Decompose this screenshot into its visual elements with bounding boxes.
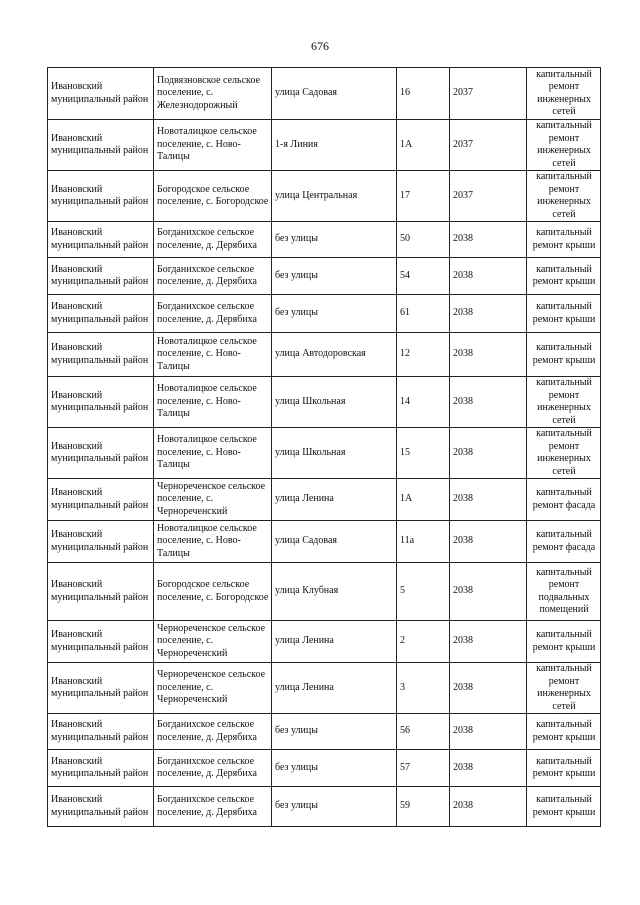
house-number-cell: 17 [397, 171, 450, 222]
street-cell: улица Ленина [272, 479, 397, 521]
house-number-cell: 15 [397, 428, 450, 479]
street-cell: улица Ленина [272, 621, 397, 663]
house-number-cell: 54 [397, 258, 450, 295]
house-number-cell: 1А [397, 479, 450, 521]
house-number-cell: 1А [397, 120, 450, 171]
street-cell: без улицы [272, 258, 397, 295]
work-type-cell: капитальный ремонт инженерных сетей [527, 377, 601, 428]
street-cell: улица Ленина [272, 663, 397, 714]
house-number-cell: 12 [397, 333, 450, 377]
district-cell: Ивановский муниципальный район [48, 295, 154, 333]
house-number-cell: 2 [397, 621, 450, 663]
work-type-cell: капитальный ремонт крыши [527, 621, 601, 663]
year-cell: 2037 [450, 171, 527, 222]
table-row [48, 714, 601, 750]
year-cell: 2038 [450, 333, 527, 377]
table-row [48, 222, 601, 258]
year-cell: 2038 [450, 377, 527, 428]
district-cell: Ивановский муниципальный район [48, 521, 154, 563]
house-number-cell: 3 [397, 663, 450, 714]
house-number-cell: 16 [397, 68, 450, 120]
table-row [48, 171, 601, 222]
work-type-cell: капитальный ремонт инженерных сетей [527, 663, 601, 714]
table-row [48, 521, 601, 563]
street-cell: без улицы [272, 714, 397, 750]
year-cell: 2038 [450, 621, 527, 663]
settlement-cell: Богданихское сельское поселение, д. Дерябиха [154, 258, 272, 295]
settlement-cell: Богородское сельское поселение, с. Богородское [154, 171, 272, 222]
settlement-cell: Богданихское сельское поселение, д. Дерябиха [154, 714, 272, 750]
settlement-cell: Новоталицкое сельское поселение, с. Ново-Талицы [154, 428, 272, 479]
work-type-cell: капитальный ремонт крыши [527, 750, 601, 787]
year-cell: 2038 [450, 295, 527, 333]
work-type-cell: капитальный ремонт крыши [527, 295, 601, 333]
house-number-cell: 61 [397, 295, 450, 333]
house-number-cell: 11а [397, 521, 450, 563]
street-cell: улица Центральная [272, 171, 397, 222]
year-cell: 2038 [450, 521, 527, 563]
district-cell: Ивановский муниципальный район [48, 68, 154, 120]
settlement-cell: Богданихское сельское поселение, д. Дерябиха [154, 750, 272, 787]
settlement-cell: Богданихское сельское поселение, д. Дерябиха [154, 787, 272, 827]
house-number-cell: 57 [397, 750, 450, 787]
work-type-cell: капитальный ремонт инженерных сетей [527, 68, 601, 120]
year-cell: 2037 [450, 68, 527, 120]
street-cell: улица Садовая [272, 68, 397, 120]
street-cell: без улицы [272, 222, 397, 258]
house-number-cell: 5 [397, 563, 450, 621]
work-type-cell: капитальный ремонт подвальных помещений [527, 563, 601, 621]
table-row [48, 120, 601, 171]
house-number-cell: 59 [397, 787, 450, 827]
district-cell: Ивановский муниципальный район [48, 333, 154, 377]
table-row [48, 295, 601, 333]
settlement-cell: Новоталицкое сельское поселение, с. Ново-Талицы [154, 120, 272, 171]
street-cell: улица Школьная [272, 377, 397, 428]
work-type-cell: капитальный ремонт крыши [527, 333, 601, 377]
table-row [48, 663, 601, 714]
work-type-cell: капитальный ремонт крыши [527, 714, 601, 750]
year-cell: 2038 [450, 714, 527, 750]
table-row [48, 750, 601, 787]
table-row [48, 68, 601, 120]
table-row [48, 479, 601, 521]
year-cell: 2038 [450, 787, 527, 827]
settlement-cell: Богородское сельское поселение, с. Богородское [154, 563, 272, 621]
table-row [48, 787, 601, 827]
street-cell: улица Школьная [272, 428, 397, 479]
house-number-cell: 50 [397, 222, 450, 258]
settlement-cell: Чернореченское сельское поселение, с. Чернореченский [154, 621, 272, 663]
register-body [48, 68, 601, 827]
table-row [48, 258, 601, 295]
work-type-cell: капитальный ремонт фасада [527, 479, 601, 521]
work-type-cell: капитальный ремонт инженерных сетей [527, 428, 601, 479]
street-cell: без улицы [272, 295, 397, 333]
district-cell: Ивановский муниципальный район [48, 258, 154, 295]
district-cell: Ивановский муниципальный район [48, 222, 154, 258]
district-cell: Ивановский муниципальный район [48, 377, 154, 428]
street-cell: улица Садовая [272, 521, 397, 563]
year-cell: 2038 [450, 479, 527, 521]
settlement-cell: Богданихское сельское поселение, д. Дерябиха [154, 295, 272, 333]
district-cell: Ивановский муниципальный район [48, 479, 154, 521]
work-type-cell: капитальный ремонт крыши [527, 787, 601, 827]
settlement-cell: Новоталицкое сельское поселение, с. Ново-Талицы [154, 521, 272, 563]
district-cell: Ивановский муниципальный район [48, 714, 154, 750]
year-cell: 2038 [450, 222, 527, 258]
settlement-cell: Чернореченское сельское поселение, с. Чернореченский [154, 479, 272, 521]
table-row [48, 621, 601, 663]
page-number: 676 [311, 39, 329, 53]
district-cell: Ивановский муниципальный район [48, 750, 154, 787]
district-cell: Ивановский муниципальный район [48, 787, 154, 827]
year-cell: 2038 [450, 258, 527, 295]
street-cell: 1-я Линия [272, 120, 397, 171]
settlement-cell: Подвязновское сельское поселение, с. Железнодорожный [154, 68, 272, 120]
work-type-cell: капитальный ремонт инженерных сетей [527, 171, 601, 222]
house-number-cell: 56 [397, 714, 450, 750]
year-cell: 2038 [450, 428, 527, 479]
district-cell: Ивановский муниципальный район [48, 621, 154, 663]
work-type-cell: капитальный ремонт крыши [527, 222, 601, 258]
house-number-cell: 14 [397, 377, 450, 428]
work-type-cell: капитальный ремонт фасада [527, 521, 601, 563]
year-cell: 2038 [450, 563, 527, 621]
settlement-cell: Чернореченское сельское поселение, с. Чернореченский [154, 663, 272, 714]
settlement-cell: Богданихское сельское поселение, д. Дерябиха [154, 222, 272, 258]
district-cell: Ивановский муниципальный район [48, 171, 154, 222]
district-cell: Ивановский муниципальный район [48, 563, 154, 621]
street-cell: улица Автодоровская [272, 333, 397, 377]
settlement-cell: Новоталицкое сельское поселение, с. Ново-Талицы [154, 377, 272, 428]
register-table [47, 67, 601, 827]
table-row [48, 428, 601, 479]
street-cell: улица Клубная [272, 563, 397, 621]
year-cell: 2038 [450, 663, 527, 714]
year-cell: 2038 [450, 750, 527, 787]
year-cell: 2037 [450, 120, 527, 171]
work-type-cell: капитальный ремонт инженерных сетей [527, 120, 601, 171]
settlement-cell: Новоталицкое сельское поселение, с. Ново-Талицы [154, 333, 272, 377]
district-cell: Ивановский муниципальный район [48, 663, 154, 714]
table-row [48, 377, 601, 428]
street-cell: без улицы [272, 787, 397, 827]
district-cell: Ивановский муниципальный район [48, 428, 154, 479]
district-cell: Ивановский муниципальный район [48, 120, 154, 171]
work-type-cell: капитальный ремонт крыши [527, 258, 601, 295]
table-row [48, 333, 601, 377]
table-row [48, 563, 601, 621]
street-cell: без улицы [272, 750, 397, 787]
